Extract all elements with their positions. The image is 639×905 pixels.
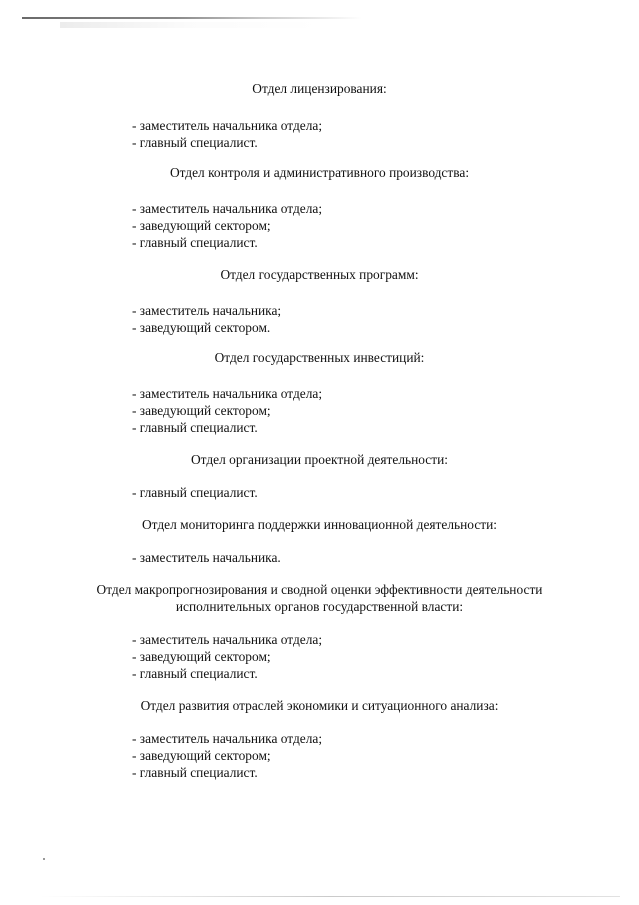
list-item: - заведующий сектором. [132, 320, 271, 335]
list-item: - заместитель начальника; [132, 303, 282, 318]
section-heading-control: Отдел контроля и административного производства: [169, 165, 470, 180]
section-heading-state-investments: Отдел государственных инвестиций: [214, 350, 425, 365]
list-item: - заведующий сектором; [132, 649, 271, 664]
list-item: - заместитель начальника. [132, 550, 281, 565]
list-item: - главный специалист. [132, 765, 258, 780]
section-heading-line: исполнительных органов государственной власти: [175, 599, 464, 614]
section-heading-project-activity: Отдел организации проектной деятельности: [191, 452, 448, 467]
section-heading-macroforecasting [0, 581, 639, 615]
list-item: - заместитель начальника отдела; [132, 118, 323, 133]
list-item: - заведующий сектором; [132, 748, 271, 763]
list-item: - заместитель начальника отдела; [132, 386, 323, 401]
section-heading-economy-sectors: Отдел развития отраслей экономики и ситуационного анализа: [140, 698, 499, 713]
list-item: - заведующий сектором; [132, 218, 271, 233]
list-item: - заместитель начальника отдела; [132, 201, 323, 216]
list-item: - главный специалист. [132, 235, 258, 250]
list-item: - главный специалист. [132, 666, 258, 681]
section-heading-line: Отдел макропрогнозирования и сводной оценки эффективности деятельности [96, 582, 543, 597]
scan-artifact-top-shadow [60, 22, 320, 28]
list-item: - главный специалист. [132, 420, 258, 435]
list-item: - заведующий сектором; [132, 403, 271, 418]
list-item: - главный специалист. [132, 135, 258, 150]
section-heading-licensing: Отдел лицензирования: [252, 81, 387, 96]
list-item: - главный специалист. [132, 485, 258, 500]
list-item: - заместитель начальника отдела; [132, 632, 323, 647]
scan-artifact-top [22, 17, 362, 19]
section-heading-state-programs: Отдел государственных программ: [220, 267, 419, 282]
scan-speck [43, 858, 45, 860]
scan-artifact-bottom [40, 896, 620, 897]
section-heading-innovation-monitoring: Отдел мониторинга поддержки инновационной деятельности: [141, 517, 498, 532]
list-item: - заместитель начальника отдела; [132, 731, 323, 746]
